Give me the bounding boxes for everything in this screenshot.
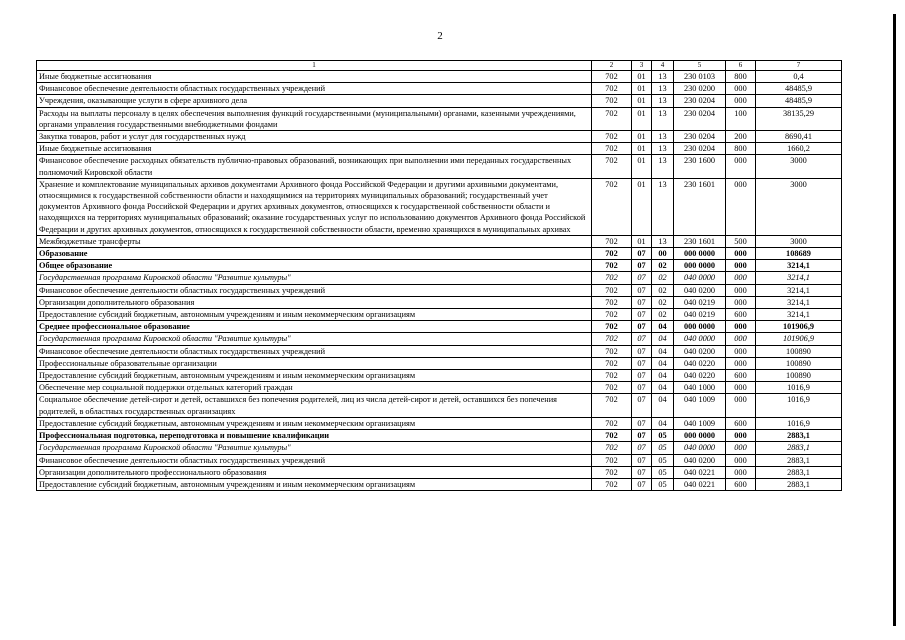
- target-article-cell: 040 0000: [674, 442, 726, 454]
- row-name-cell: Закупка товаров, работ и услуг для государственных нужд: [37, 131, 592, 143]
- table-row: [37, 370, 842, 382]
- expense-type-cell: 000: [726, 382, 756, 394]
- subsection-code-cell: 05: [652, 466, 674, 478]
- expense-type-cell: 600: [726, 370, 756, 382]
- expense-type-cell: 000: [726, 155, 756, 178]
- row-name-cell: Финансовое обеспечение расходных обязательств публично-правовых образований, возникающих при выполнении ими переданных государственных полномочий Кировской области: [37, 155, 592, 178]
- amount-cell: 38135,29: [756, 107, 842, 130]
- target-article-cell: 040 0219: [674, 309, 726, 321]
- ministry-code-cell: 702: [592, 272, 632, 284]
- expense-type-cell: 000: [726, 357, 756, 369]
- ministry-code-cell: 702: [592, 284, 632, 296]
- ministry-code-cell: 702: [592, 296, 632, 308]
- header-cell: 5: [674, 61, 726, 71]
- amount-cell: 108689: [756, 248, 842, 260]
- expense-type-cell: 200: [726, 131, 756, 143]
- table-row: [37, 478, 842, 490]
- target-article-cell: 040 0000: [674, 272, 726, 284]
- amount-cell: 3214,1: [756, 296, 842, 308]
- amount-cell: 2883,1: [756, 454, 842, 466]
- expense-type-cell: 000: [726, 333, 756, 345]
- table-row: [37, 284, 842, 296]
- header-cell: 1: [37, 61, 592, 71]
- target-article-cell: 040 1009: [674, 417, 726, 429]
- row-name-cell: Предоставление субсидий бюджетным, автономным учреждениям и иным некоммерческим организациям: [37, 370, 592, 382]
- section-code-cell: 07: [632, 333, 652, 345]
- expense-type-cell: 000: [726, 95, 756, 107]
- amount-cell: 1016,9: [756, 417, 842, 429]
- ministry-code-cell: 702: [592, 155, 632, 178]
- amount-cell: 100890: [756, 357, 842, 369]
- ministry-code-cell: 702: [592, 417, 632, 429]
- subsection-code-cell: 04: [652, 333, 674, 345]
- table-row: [37, 248, 842, 260]
- row-name-cell: Иные бюджетные ассигнования: [37, 143, 592, 155]
- subsection-code-cell: 02: [652, 272, 674, 284]
- amount-cell: 48485,9: [756, 83, 842, 95]
- subsection-code-cell: 02: [652, 284, 674, 296]
- subsection-code-cell: 05: [652, 430, 674, 442]
- table-row: [37, 357, 842, 369]
- section-code-cell: 07: [632, 357, 652, 369]
- table-row: [37, 235, 842, 247]
- table-row: [37, 321, 842, 333]
- expense-type-cell: 000: [726, 248, 756, 260]
- subsection-code-cell: 13: [652, 107, 674, 130]
- target-article-cell: 230 1600: [674, 155, 726, 178]
- subsection-code-cell: 02: [652, 296, 674, 308]
- row-name-cell: Общее образование: [37, 260, 592, 272]
- expense-type-cell: 100: [726, 107, 756, 130]
- section-code-cell: 07: [632, 442, 652, 454]
- expense-type-cell: 000: [726, 466, 756, 478]
- table-row: [37, 155, 842, 178]
- amount-cell: 3000: [756, 155, 842, 178]
- expense-type-cell: 600: [726, 417, 756, 429]
- row-name-cell: Государственная программа Кировской области "Развитие культуры": [37, 272, 592, 284]
- table-row: [37, 382, 842, 394]
- section-code-cell: 07: [632, 382, 652, 394]
- section-code-cell: 07: [632, 248, 652, 260]
- section-code-cell: 01: [632, 178, 652, 235]
- section-code-cell: 01: [632, 143, 652, 155]
- ministry-code-cell: 702: [592, 248, 632, 260]
- ministry-code-cell: 702: [592, 370, 632, 382]
- section-code-cell: 07: [632, 321, 652, 333]
- target-article-cell: 040 0221: [674, 466, 726, 478]
- amount-cell: 100890: [756, 345, 842, 357]
- target-article-cell: 040 0219: [674, 296, 726, 308]
- section-code-cell: 01: [632, 107, 652, 130]
- header-cell: 2: [592, 61, 632, 71]
- ministry-code-cell: 702: [592, 178, 632, 235]
- expense-type-cell: 000: [726, 260, 756, 272]
- ministry-code-cell: 702: [592, 260, 632, 272]
- row-name-cell: Предоставление субсидий бюджетным, автономным учреждениям и иным некоммерческим организациям: [37, 478, 592, 490]
- ministry-code-cell: 702: [592, 466, 632, 478]
- section-code-cell: 07: [632, 466, 652, 478]
- row-name-cell: Профессиональная подготовка, переподготовка и повышение квалификации: [37, 430, 592, 442]
- ministry-code-cell: 702: [592, 309, 632, 321]
- expense-type-cell: 500: [726, 235, 756, 247]
- table-row: [37, 143, 842, 155]
- row-name-cell: Среднее профессиональное образование: [37, 321, 592, 333]
- amount-cell: 3214,1: [756, 309, 842, 321]
- section-code-cell: 07: [632, 394, 652, 417]
- target-article-cell: 040 0200: [674, 454, 726, 466]
- subsection-code-cell: 05: [652, 478, 674, 490]
- target-article-cell: 040 0220: [674, 357, 726, 369]
- row-name-cell: Государственная программа Кировской области "Развитие культуры": [37, 442, 592, 454]
- amount-cell: 2883,1: [756, 430, 842, 442]
- table-row: [37, 345, 842, 357]
- subsection-code-cell: 00: [652, 248, 674, 260]
- table-row: [37, 333, 842, 345]
- target-article-cell: 000 0000: [674, 248, 726, 260]
- target-article-cell: 230 0204: [674, 143, 726, 155]
- header-cell: 7: [756, 61, 842, 71]
- table-row: [37, 442, 842, 454]
- expense-type-cell: 800: [726, 71, 756, 83]
- subsection-code-cell: 05: [652, 454, 674, 466]
- subsection-code-cell: 04: [652, 370, 674, 382]
- target-article-cell: 040 1000: [674, 382, 726, 394]
- section-code-cell: 01: [632, 235, 652, 247]
- row-name-cell: Предоставление субсидий бюджетным, автономным учреждениям и иным некоммерческим организациям: [37, 309, 592, 321]
- ministry-code-cell: 702: [592, 321, 632, 333]
- table-row: [37, 309, 842, 321]
- table-row: [37, 131, 842, 143]
- subsection-code-cell: 04: [652, 357, 674, 369]
- ministry-code-cell: 702: [592, 143, 632, 155]
- ministry-code-cell: 702: [592, 131, 632, 143]
- target-article-cell: 040 0200: [674, 345, 726, 357]
- amount-cell: 8690,41: [756, 131, 842, 143]
- target-article-cell: 000 0000: [674, 321, 726, 333]
- ministry-code-cell: 702: [592, 333, 632, 345]
- section-code-cell: 07: [632, 284, 652, 296]
- ministry-code-cell: 702: [592, 394, 632, 417]
- section-code-cell: 07: [632, 309, 652, 321]
- subsection-code-cell: 04: [652, 321, 674, 333]
- table-row: [37, 83, 842, 95]
- row-name-cell: Социальное обеспечение детей-сирот и детей, оставшихся без попечения родителей, лиц из числа детей-сирот и детей, оставшихся без попечения родителей, в областных государственных организациях: [37, 394, 592, 417]
- target-article-cell: 230 0204: [674, 95, 726, 107]
- expense-type-cell: 000: [726, 272, 756, 284]
- row-name-cell: Финансовое обеспечение деятельности областных государственных учреждений: [37, 284, 592, 296]
- subsection-code-cell: 05: [652, 442, 674, 454]
- section-code-cell: 07: [632, 454, 652, 466]
- ministry-code-cell: 702: [592, 83, 632, 95]
- header-cell: 4: [652, 61, 674, 71]
- amount-cell: 3214,1: [756, 260, 842, 272]
- ministry-code-cell: 702: [592, 95, 632, 107]
- row-name-cell: Финансовое обеспечение деятельности областных государственных учреждений: [37, 454, 592, 466]
- subsection-code-cell: 13: [652, 143, 674, 155]
- expense-type-cell: 000: [726, 394, 756, 417]
- table-row: [37, 454, 842, 466]
- target-article-cell: 230 0204: [674, 131, 726, 143]
- ministry-code-cell: 702: [592, 454, 632, 466]
- ministry-code-cell: 702: [592, 345, 632, 357]
- amount-cell: 101906,9: [756, 321, 842, 333]
- table-row: [37, 466, 842, 478]
- amount-cell: 0,4: [756, 71, 842, 83]
- row-name-cell: Предоставление субсидий бюджетным, автономным учреждениям и иным некоммерческим организациям: [37, 417, 592, 429]
- subsection-code-cell: 13: [652, 131, 674, 143]
- table-row: [37, 394, 842, 417]
- expense-type-cell: 600: [726, 309, 756, 321]
- target-article-cell: 040 0000: [674, 333, 726, 345]
- ministry-code-cell: 702: [592, 107, 632, 130]
- expense-type-cell: 000: [726, 83, 756, 95]
- amount-cell: 2883,1: [756, 442, 842, 454]
- subsection-code-cell: 13: [652, 155, 674, 178]
- header-cell: 3: [632, 61, 652, 71]
- row-name-cell: Государственная программа Кировской области "Развитие культуры": [37, 333, 592, 345]
- expense-type-cell: 000: [726, 178, 756, 235]
- target-article-cell: 040 0221: [674, 478, 726, 490]
- amount-cell: 3000: [756, 235, 842, 247]
- expense-type-cell: 000: [726, 284, 756, 296]
- row-name-cell: Обеспечение мер социальной поддержки отдельных категорий граждан: [37, 382, 592, 394]
- expense-type-cell: 000: [726, 345, 756, 357]
- section-code-cell: 01: [632, 131, 652, 143]
- table-row: [37, 272, 842, 284]
- table-row: [37, 95, 842, 107]
- table-row: [37, 417, 842, 429]
- amount-cell: 1016,9: [756, 394, 842, 417]
- row-name-cell: Межбюджетные трансферты: [37, 235, 592, 247]
- table-row: [37, 260, 842, 272]
- subsection-code-cell: 04: [652, 394, 674, 417]
- amount-cell: 1660,2: [756, 143, 842, 155]
- target-article-cell: 230 0204: [674, 107, 726, 130]
- expense-type-cell: 000: [726, 321, 756, 333]
- expense-type-cell: 000: [726, 430, 756, 442]
- subsection-code-cell: 13: [652, 83, 674, 95]
- section-code-cell: 07: [632, 272, 652, 284]
- row-name-cell: Организации дополнительного профессионального образования: [37, 466, 592, 478]
- row-name-cell: Профессиональные образовательные организации: [37, 357, 592, 369]
- target-article-cell: 000 0000: [674, 430, 726, 442]
- amount-cell: 3214,1: [756, 272, 842, 284]
- target-article-cell: 040 1009: [674, 394, 726, 417]
- section-code-cell: 07: [632, 478, 652, 490]
- table-header-row: [37, 61, 842, 71]
- section-code-cell: 01: [632, 83, 652, 95]
- amount-cell: 100890: [756, 370, 842, 382]
- section-code-cell: 07: [632, 296, 652, 308]
- ministry-code-cell: 702: [592, 430, 632, 442]
- amount-cell: 2883,1: [756, 466, 842, 478]
- target-article-cell: 040 0200: [674, 284, 726, 296]
- section-code-cell: 07: [632, 345, 652, 357]
- table-row: [37, 107, 842, 130]
- amount-cell: 3214,1: [756, 284, 842, 296]
- section-code-cell: 01: [632, 155, 652, 178]
- section-code-cell: 07: [632, 417, 652, 429]
- row-name-cell: Образование: [37, 248, 592, 260]
- expense-type-cell: 000: [726, 442, 756, 454]
- ministry-code-cell: 702: [592, 235, 632, 247]
- target-article-cell: 230 1601: [674, 178, 726, 235]
- subsection-code-cell: 04: [652, 345, 674, 357]
- amount-cell: 2883,1: [756, 478, 842, 490]
- subsection-code-cell: 04: [652, 382, 674, 394]
- amount-cell: 3000: [756, 178, 842, 235]
- row-name-cell: Финансовое обеспечение деятельности областных государственных учреждений: [37, 83, 592, 95]
- ministry-code-cell: 702: [592, 71, 632, 83]
- row-name-cell: Учреждения, оказывающие услуги в сфере архивного дела: [37, 95, 592, 107]
- header-cell: 6: [726, 61, 756, 71]
- ministry-code-cell: 702: [592, 382, 632, 394]
- ministry-code-cell: 702: [592, 478, 632, 490]
- subsection-code-cell: 13: [652, 235, 674, 247]
- target-article-cell: 040 0220: [674, 370, 726, 382]
- row-name-cell: Иные бюджетные ассигнования: [37, 71, 592, 83]
- table-row: [37, 71, 842, 83]
- table-row: [37, 296, 842, 308]
- amount-cell: 101906,9: [756, 333, 842, 345]
- table-row: [37, 430, 842, 442]
- section-code-cell: 07: [632, 370, 652, 382]
- expense-type-cell: 600: [726, 478, 756, 490]
- amount-cell: 48485,9: [756, 95, 842, 107]
- target-article-cell: 230 0103: [674, 71, 726, 83]
- subsection-code-cell: 02: [652, 260, 674, 272]
- scan-edge-line: [893, 14, 896, 626]
- row-name-cell: Организации дополнительного образования: [37, 296, 592, 308]
- subsection-code-cell: 13: [652, 71, 674, 83]
- section-code-cell: 01: [632, 71, 652, 83]
- row-name-cell: Расходы на выплаты персоналу в целях обеспечения выполнения функций государственными (муниципальными) органами, казенными учреждениями, органами управления государственными внебюджетными фондами: [37, 107, 592, 130]
- target-article-cell: 230 1601: [674, 235, 726, 247]
- expense-type-cell: 000: [726, 296, 756, 308]
- ministry-code-cell: 702: [592, 357, 632, 369]
- ministry-code-cell: 702: [592, 442, 632, 454]
- target-article-cell: 230 0200: [674, 83, 726, 95]
- expense-type-cell: 000: [726, 454, 756, 466]
- amount-cell: 1016,9: [756, 382, 842, 394]
- subsection-code-cell: 13: [652, 95, 674, 107]
- section-code-cell: 07: [632, 260, 652, 272]
- subsection-code-cell: 13: [652, 178, 674, 235]
- expense-type-cell: 800: [726, 143, 756, 155]
- row-name-cell: Хранение и комплектование муниципальных архивов документами Архивного фонда Российской Федерации и другими архивными документами, относящимися к государственной собственности области и находящимися на территориях муниципальных образований; государственный учет документов Архивного фонда Российской Федерации и других архивных документов, относящихся к государственной собственности области и находящихся на территориях муниципальных образований; оказание государственных услуг по использованию документов Архивного фонда Российской Федерации и других архивных документов, относящихся к государственной собственности области, временно хранящихся в муниципальных архивах: [37, 178, 592, 235]
- section-code-cell: 01: [632, 95, 652, 107]
- table-row: [37, 178, 842, 235]
- budget-table: [36, 60, 842, 491]
- target-article-cell: 000 0000: [674, 260, 726, 272]
- row-name-cell: Финансовое обеспечение деятельности областных государственных учреждений: [37, 345, 592, 357]
- subsection-code-cell: 02: [652, 309, 674, 321]
- page-number: 2: [437, 30, 443, 42]
- subsection-code-cell: 04: [652, 417, 674, 429]
- section-code-cell: 07: [632, 430, 652, 442]
